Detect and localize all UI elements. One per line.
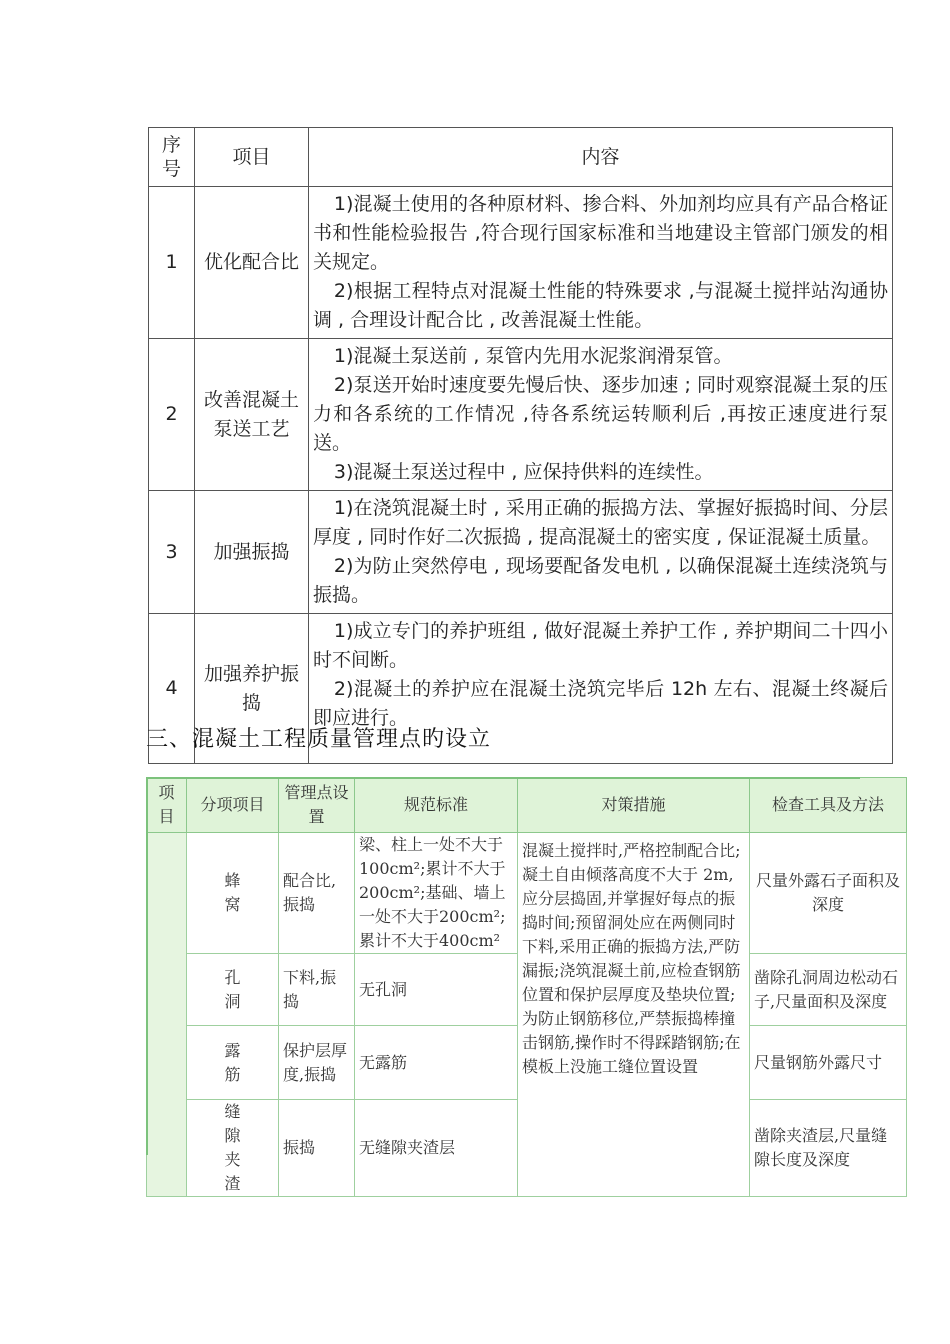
row-ctrl: 保护层厚度,振捣: [279, 1026, 355, 1100]
row-item: 加强养护振捣: [195, 614, 309, 764]
table-header-row: [149, 128, 893, 187]
row-no: 2: [149, 339, 195, 491]
row-item: 加强振捣: [195, 491, 309, 614]
row-ctrl: 下料,振捣: [279, 954, 355, 1026]
row-std: 梁、柱上一处不大于100cm²;累计不大于200cm²;基础、墙上一处不大于200cm²;累计不大于400cm²: [355, 833, 518, 954]
table-header-row: [147, 778, 907, 833]
content-paragraph: 2)混凝土的养护应在混凝土浇筑完毕后 12h 左右、混凝土终凝后即应进行。: [313, 678, 888, 729]
row-measures: 混凝土搅拌时,严格控制配合比;凝土自由倾落高度不大于 2m,应分层捣固,并掌握好每点的振捣时间;预留洞处应在两侧同时下料,采用正确的振捣方法,严防漏振;浇筑混凝土前,应检查钢筋位置和保护层厚度及垫块位置;为防止钢筋移位,严禁振捣棒撞击钢筋,操作时不得踩踏钢筋;在模板上没施工缝位置设置: [518, 833, 750, 1197]
content-paragraph: 2)泵送开始时速度要先慢后快、逐步加速 ; 同时观察混凝土泵的压力和各系统的工作情况 ,待各系统运转顺利后 ,再按正速度进行泵送。: [313, 374, 888, 454]
header-measure: 对策措施: [518, 778, 750, 833]
row-sub: 蜂窝: [187, 833, 279, 954]
row-sub: 孔洞: [187, 954, 279, 1026]
row-sub: 缝隙夹渣: [187, 1100, 279, 1197]
content-paragraph: 3)混凝土泵送过程中 , 应保持供料的连续性。: [333, 461, 714, 483]
header-proj: 项目: [147, 778, 187, 833]
quality-control-points-table: [146, 777, 907, 1197]
row-sub: 露筋: [187, 1026, 279, 1100]
row-content: [309, 187, 893, 339]
row-tool: 尺量钢筋外露尺寸: [750, 1026, 907, 1100]
content-paragraph: 2)根据工程特点对混凝土性能的特殊要求 ,与混凝土搅拌站沟通协调 , 合理设计配合比 , 改善混凝土性能。: [313, 280, 888, 331]
row-tool: 凿除夹渣层,尺量缝隙长度及深度: [750, 1100, 907, 1197]
section-title: 三、混凝土工程质量管理点旳设立: [146, 727, 492, 752]
row-no: 1: [149, 187, 195, 339]
quality-control-points-table-image: [146, 777, 900, 1193]
header-ctrl: 管理点设置: [279, 778, 355, 833]
row-content: [309, 491, 893, 614]
row-std: 无露筋: [355, 1026, 518, 1100]
quality-measures-table: [148, 127, 893, 764]
table-row: [147, 833, 907, 954]
table-row: [149, 339, 893, 491]
content-paragraph: 1)混凝土使用的各种原材料、掺合料、外加剂均应具有产品合格证书和性能检验报告 ,符合现行国家标准和当地建设主管部门颁发的相关规定。: [313, 193, 888, 273]
row-content: [309, 339, 893, 491]
row-tool: 尺量外露石子面积及深度: [750, 833, 907, 954]
row-ctrl: 配合比,振捣: [279, 833, 355, 954]
row-std: 无缝隙夹渣层: [355, 1100, 518, 1197]
content-paragraph: 2)为防止突然停电 , 现场要配备发电机 , 以确保混凝土连续浇筑与振捣。: [313, 555, 888, 606]
row-std: 无孔洞: [355, 954, 518, 1026]
row-ctrl: 振捣: [279, 1100, 355, 1197]
header-no: 序号: [149, 128, 195, 187]
row-project: [147, 833, 187, 1197]
header-std: 规范标准: [355, 778, 518, 833]
row-no: 3: [149, 491, 195, 614]
header-item: 项目: [195, 128, 309, 187]
row-no: 4: [149, 614, 195, 764]
table-row: [149, 491, 893, 614]
content-paragraph: 1)在浇筑混凝土时 , 采用正确的振捣方法、掌握好振捣时间、分层厚度 , 同时作好二次振捣 , 提高混凝土的密实度 , 保证混凝土质量。: [313, 497, 888, 548]
header-tool: 检查工具及方法: [750, 778, 907, 833]
row-item: 改善混凝土泵送工艺: [195, 339, 309, 491]
content-paragraph: 1)成立专门的养护班组 , 做好混凝土养护工作 , 养护期间二十四小时不间断。: [313, 620, 888, 671]
quality-measures-table-image: [148, 127, 892, 729]
row-item: 优化配合比: [195, 187, 309, 339]
table-row: [149, 187, 893, 339]
row-tool: 凿除孔洞周边松动石子,尺量面积及深度: [750, 954, 907, 1026]
header-content: 内容: [309, 128, 893, 187]
content-paragraph: 1)混凝土泵送前 , 泵管内先用水泥浆润滑泵管。: [333, 345, 733, 367]
header-sub: 分项项目: [187, 778, 279, 833]
